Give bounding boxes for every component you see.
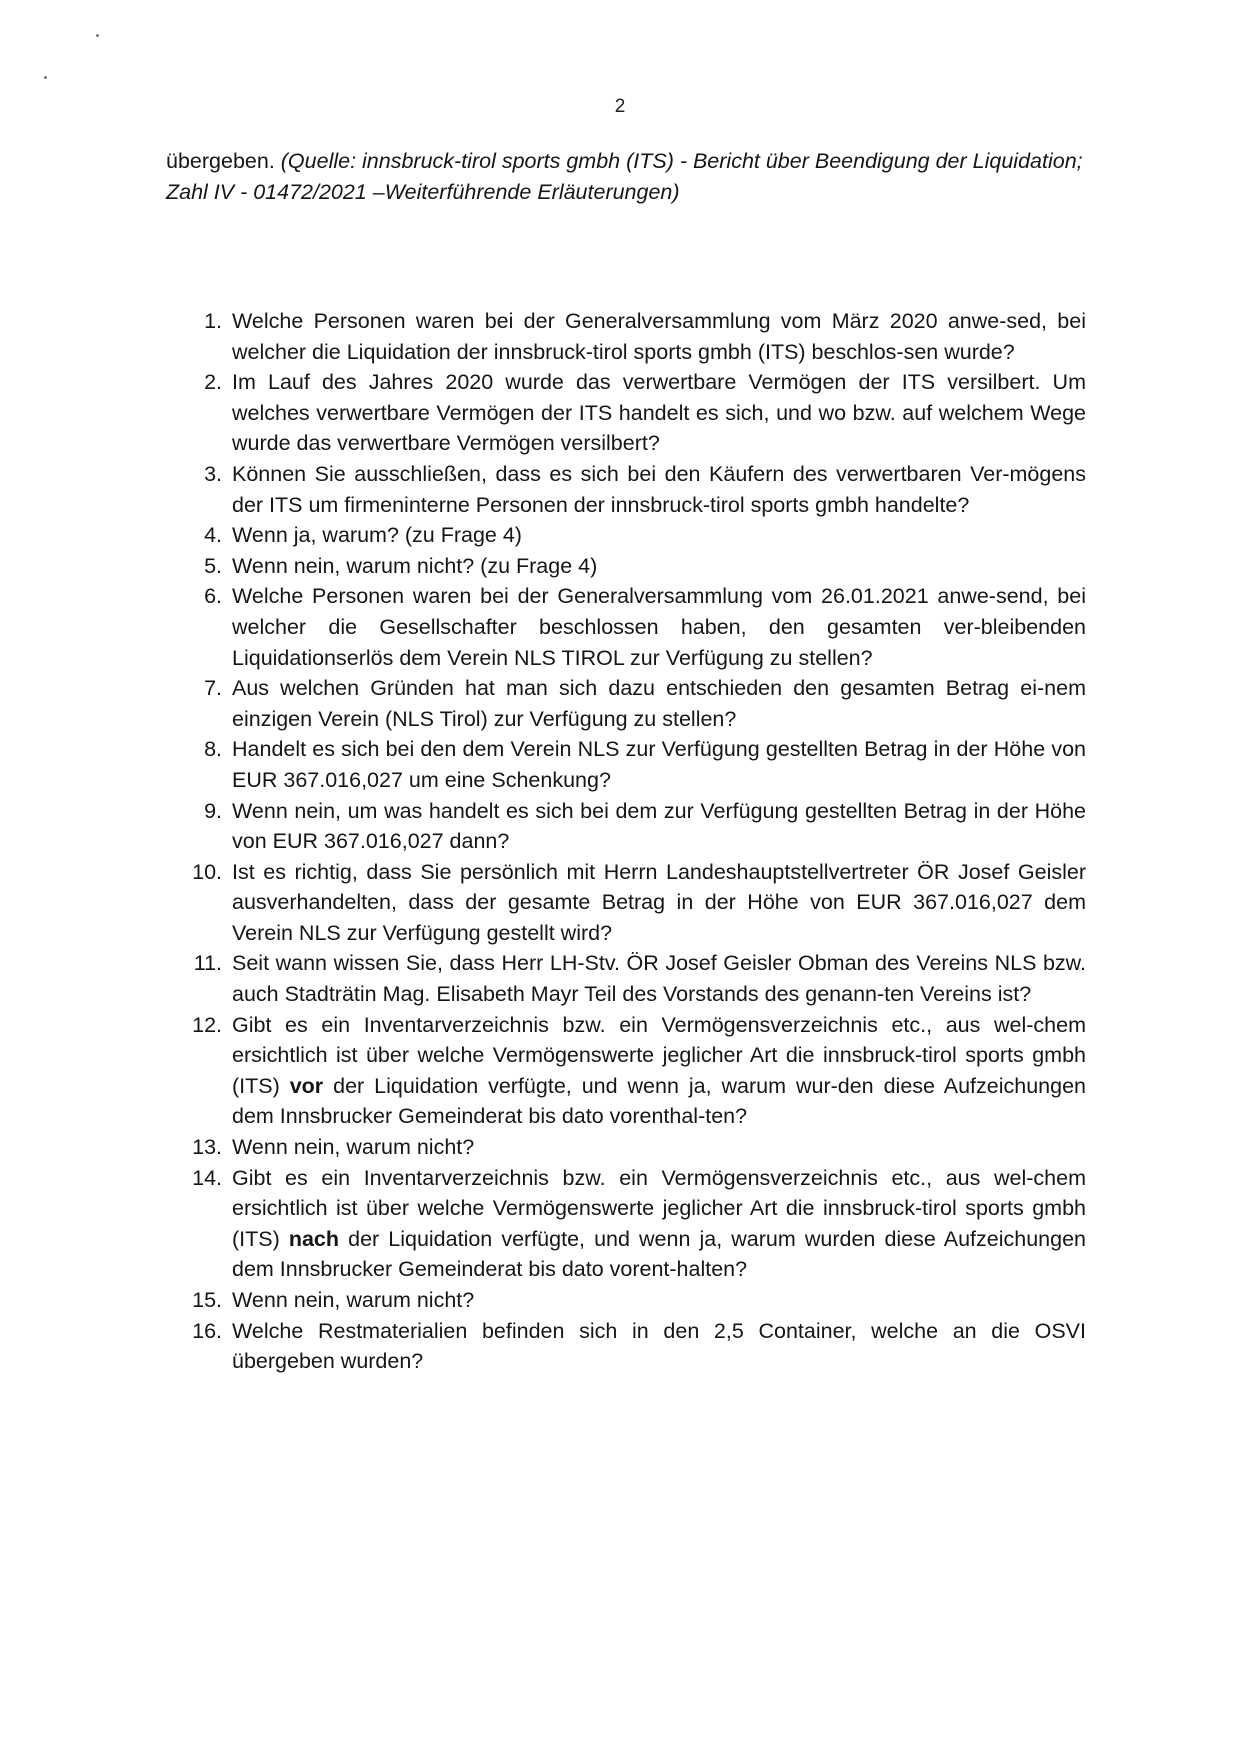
question-text: Wenn ja, warum? (zu Frage 4) <box>232 523 522 548</box>
question-list <box>190 306 1086 1377</box>
question-text: Können Sie ausschließen, dass es sich bei den Käufern des verwertbaren Ver-mögens der ITS um firmeninterne Personen der innsbruck-tirol sports gmbh handelte? <box>232 461 1086 517</box>
question-text-part: Gibt es ein Inventarverzeichnis bzw. ein Vermögensverzeichnis etc., aus wel-chem ersichtlich ist über welche Vermögenswerte jeglicher Art die innsbruck-tirol sports gmbh (ITS) <box>232 1012 1086 1098</box>
question-text: Wenn nein, um was handelt es sich bei dem zur Verfügung gestellten Betrag in der Höhe von EUR 367.016,027 dann? <box>232 798 1086 854</box>
question-number: 2. <box>204 370 222 395</box>
question-item <box>190 734 1086 795</box>
question-number: 13. <box>192 1135 222 1160</box>
question-emphasis: vor <box>289 1073 324 1098</box>
question-item <box>190 1010 1086 1132</box>
question-text: Welche Restmaterialien befinden sich in den 2,5 Container, welche an die OSVI übergeben wurden? <box>232 1318 1086 1374</box>
question-number: 1. <box>204 309 222 333</box>
question-item <box>190 857 1086 949</box>
question-item <box>190 581 1086 673</box>
question-text: Welche Personen waren bei der Generalversammlung vom 26.01.2021 anwe-send, bei welcher die Gesellschafter beschlossen haben, den gesamten ver-bleibenden Liquidationserlös dem Verein NLS TIROL zur Verfügung zu stellen? <box>232 584 1086 670</box>
question-text: Seit wann wissen Sie, dass Herr LH-Stv. ÖR Josef Geisler Obman des Vereins NLS bzw. auch Stadträtin Mag. Elisabeth Mayr Teil des Vorstands des genann-ten Vereins ist? <box>232 951 1086 1007</box>
question-number: 14. <box>192 1165 222 1190</box>
question-text-part: der Liquidation verfügte, und wenn ja, warum wurden diese Aufzeichungen dem Innsbrucker Gemeinderat bis dato vorent-halten? <box>232 1226 1086 1282</box>
intro-source-citation: (Quelle: innsbruck-tirol sports gmbh (ITS) - Bericht über Beendigung der Liquidation; Zahl IV - 01472/2021 –Weiterführende Erläuterungen) <box>166 149 1083 204</box>
question-item <box>190 520 1086 551</box>
question-number: 10. <box>192 859 222 884</box>
question-text: Welche Personen waren bei der Generalversammlung vom März 2020 anwe-sed, bei welcher die Liquidation der innsbruck-tirol sports gmbh (ITS) beschlos-sen wurde? <box>232 309 1086 364</box>
intro-lead: übergeben. <box>166 149 281 173</box>
question-item <box>190 796 1086 857</box>
question-text: Handelt es sich bei den dem Verein NLS zur Verfügung gestellten Betrag in der Höhe von EUR 367.016,027 um eine Schenkung? <box>232 737 1086 792</box>
question-item <box>190 948 1086 1009</box>
question-text: Wenn nein, warum nicht? <box>232 1135 475 1160</box>
question-item <box>190 1285 1086 1316</box>
question-item <box>190 1132 1086 1163</box>
question-number: 7. <box>204 676 222 701</box>
question-item <box>190 551 1086 582</box>
question-text: Ist es richtig, dass Sie persönlich mit Herrn Landeshauptstellvertreter ÖR Josef Geisler ausverhandelten, dass der gesamte Betrag in der Höhe von EUR 367.016,027 dem Verein NLS zur Verfügung gestellt wird? <box>232 859 1086 945</box>
scan-speck <box>44 76 47 79</box>
question-text <box>232 1166 1086 1282</box>
question-text: Wenn nein, warum nicht? <box>232 1288 475 1312</box>
page-number: 2 <box>614 96 626 117</box>
question-item <box>190 367 1086 459</box>
question-text: Aus welchen Gründen hat man sich dazu entschieden den gesamten Betrag ei-nem einzigen Verein (NLS Tirol) zur Verfügung zu stellen? <box>232 676 1086 731</box>
question-number: 3. <box>204 461 222 486</box>
question-text-part: der Liquidation verfügte, und wenn ja, warum wur-den diese Aufzeichungen dem Innsbrucker Gemeinderat bis dato vorenthal-ten? <box>232 1073 1086 1129</box>
intro-paragraph <box>166 146 1084 208</box>
question-number: 12. <box>192 1012 222 1037</box>
question-number: 4. <box>204 523 222 548</box>
question-number: 5. <box>204 553 222 578</box>
question-text <box>232 1013 1086 1129</box>
question-item <box>190 459 1086 520</box>
question-text: Wenn nein, warum nicht? (zu Frage 4) <box>232 553 598 578</box>
question-number: 15. <box>192 1288 222 1312</box>
question-emphasis: nach <box>288 1226 340 1251</box>
question-text-part: Gibt es ein Inventarverzeichnis bzw. ein Vermögensverzeichnis etc., aus wel-chem ersichtlich ist über welche Vermögenswerte jeglicher Art die innsbruck-tirol sports gmbh (ITS) <box>232 1165 1086 1251</box>
question-number: 9. <box>204 798 222 823</box>
question-item <box>190 1163 1086 1285</box>
question-text: Im Lauf des Jahres 2020 wurde das verwertbare Vermögen der ITS versilbert. Um welches verwertbare Vermögen der ITS handelt es sich, und wo bzw. auf welchem Wege wurde das verwertbare Vermögen versilbert? <box>232 370 1086 456</box>
question-item <box>190 673 1086 734</box>
question-item <box>190 1316 1086 1377</box>
question-number: 8. <box>204 737 222 762</box>
question-number: 11. <box>193 951 222 976</box>
question-item <box>190 306 1086 367</box>
question-number: 16. <box>192 1318 222 1343</box>
question-number: 6. <box>204 584 222 609</box>
scan-speck <box>96 34 99 37</box>
